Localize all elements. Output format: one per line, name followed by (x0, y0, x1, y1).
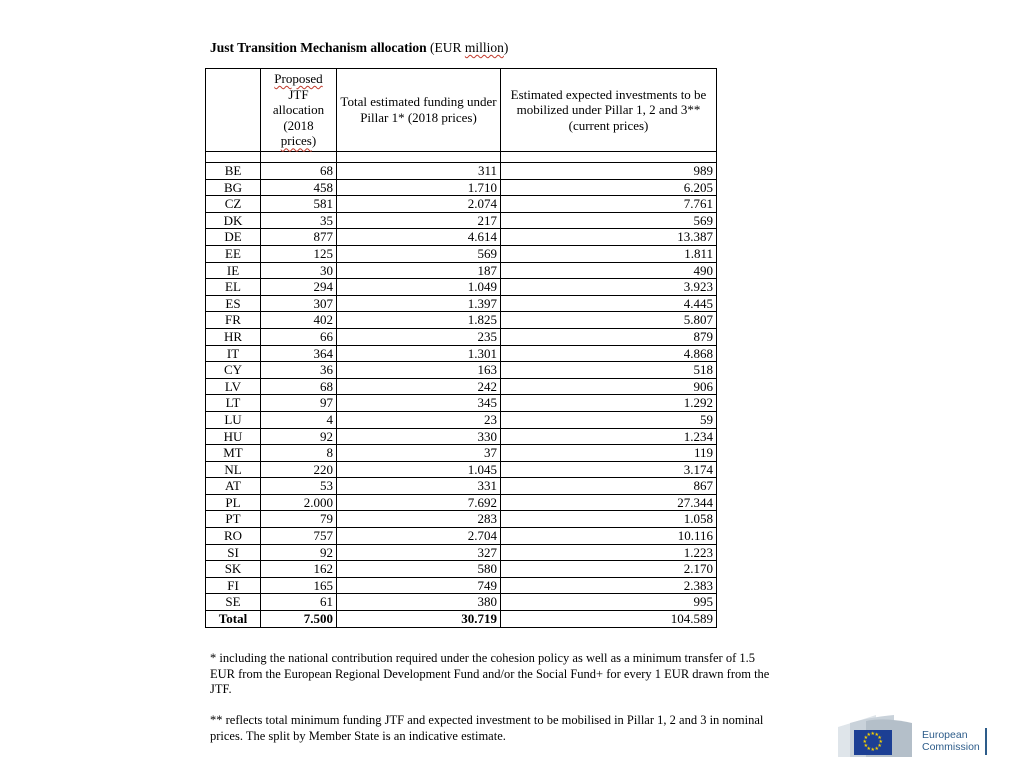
pillar1-funding-value: 580 (337, 561, 501, 578)
flag-star: ★ (863, 744, 869, 749)
flag-star: ★ (862, 740, 867, 745)
expected-investment-value: 989 (501, 163, 717, 180)
title-bold: Just Transition Mechanism allocation (210, 40, 427, 55)
flag-star: ★ (863, 736, 869, 741)
table-header-row (206, 69, 717, 152)
country-code: AT (206, 478, 261, 495)
country-code: EE (206, 245, 261, 262)
jtf-allocation-value: 68 (261, 378, 337, 395)
country-code: SK (206, 561, 261, 578)
pillar1-funding-value: 330 (337, 428, 501, 445)
pillar1-funding-value: 345 (337, 395, 501, 412)
pillar1-funding-value: 380 (337, 594, 501, 611)
table-row (206, 312, 717, 329)
expected-investment-value: 490 (501, 262, 717, 279)
country-code: FI (206, 577, 261, 594)
table-row (206, 229, 717, 246)
jtf-allocation-value: 92 (261, 428, 337, 445)
expected-investment-value: 2.170 (501, 561, 717, 578)
jtf-allocation-value: 4 (261, 411, 337, 428)
eu-flag-icon (854, 730, 892, 755)
table-row (206, 295, 717, 312)
jtf-allocation-value: 162 (261, 561, 337, 578)
table-row (206, 478, 717, 495)
country-code: CY (206, 362, 261, 379)
pillar1-funding-value: 217 (337, 212, 501, 229)
jtf-allocation-value: 125 (261, 245, 337, 262)
country-code: DE (206, 229, 261, 246)
jtf-allocation-value: 35 (261, 212, 337, 229)
jtf-allocation-value: 402 (261, 312, 337, 329)
country-code: BG (206, 179, 261, 196)
pillar1-funding-value: 187 (337, 262, 501, 279)
header-expected-investments: Estimated expected investments to be mobilized under Pillar 1, 2 and 3** (current prices) (501, 69, 717, 152)
allocation-table (205, 68, 717, 628)
expected-investment-value: 879 (501, 328, 717, 345)
country-code: FR (206, 312, 261, 329)
expected-investment-value: 1.058 (501, 511, 717, 528)
expected-investment-value: 3.174 (501, 461, 717, 478)
pillar1-funding-value: 569 (337, 245, 501, 262)
country-code: LV (206, 378, 261, 395)
table-row (206, 461, 717, 478)
country-code: MT (206, 445, 261, 462)
european-commission-logo (836, 713, 991, 758)
total-label: Total (206, 611, 261, 628)
country-code: SE (206, 594, 261, 611)
expected-investment-value: 6.205 (501, 179, 717, 196)
expected-investment-value: 4.445 (501, 295, 717, 312)
header-jtf-allocation: Proposed JTF allocation (2018 prices) (261, 69, 337, 152)
table-row (206, 428, 717, 445)
table-row (206, 411, 717, 428)
country-code: LT (206, 395, 261, 412)
expected-investment-value: 2.383 (501, 577, 717, 594)
expected-investment-value: 4.868 (501, 345, 717, 362)
jtf-allocation-value: 757 (261, 528, 337, 545)
table-row (206, 561, 717, 578)
expected-investment-value: 518 (501, 362, 717, 379)
pillar1-funding-value: 1.710 (337, 179, 501, 196)
jtf-allocation-value: 165 (261, 577, 337, 594)
jtf-allocation-value: 61 (261, 594, 337, 611)
jtf-allocation-value: 8 (261, 445, 337, 462)
flag-star: ★ (866, 746, 871, 752)
expected-investment-value: 1.223 (501, 544, 717, 561)
pillar1-funding-value: 1.301 (337, 345, 501, 362)
spacer-row (206, 152, 717, 163)
country-code: CZ (206, 196, 261, 213)
table-row (206, 577, 717, 594)
jtf-allocation-value: 220 (261, 461, 337, 478)
jtf-allocation-value: 294 (261, 279, 337, 296)
jtf-allocation-value: 581 (261, 196, 337, 213)
logo-line1: European (922, 729, 968, 741)
country-code: NL (206, 461, 261, 478)
table-row (206, 511, 717, 528)
total-row (206, 611, 717, 628)
jtf-allocation-value: 36 (261, 362, 337, 379)
table-row (206, 494, 717, 511)
expected-investment-value: 906 (501, 378, 717, 395)
expected-investment-value: 7.761 (501, 196, 717, 213)
flag-star: ★ (866, 733, 871, 739)
pillar1-funding-value: 1.049 (337, 279, 501, 296)
table-row (206, 196, 717, 213)
country-code: IE (206, 262, 261, 279)
pillar1-funding-value: 163 (337, 362, 501, 379)
jtf-allocation-value: 877 (261, 229, 337, 246)
country-code: PL (206, 494, 261, 511)
table-row (206, 163, 717, 180)
table-row (206, 378, 717, 395)
flag-star: ★ (870, 732, 875, 737)
flag-star: ★ (870, 748, 875, 753)
table-row (206, 544, 717, 561)
expected-investment-value: 1.811 (501, 245, 717, 262)
header-pillar1-funding: Total estimated funding under Pillar 1* (2018 prices) (337, 69, 501, 152)
pillar1-funding-value: 2.704 (337, 528, 501, 545)
header-country (206, 69, 261, 152)
jtf-allocation-value: 2.000 (261, 494, 337, 511)
pillar1-funding-value: 235 (337, 328, 501, 345)
jtf-allocation-value: 79 (261, 511, 337, 528)
jtf-allocation-value: 68 (261, 163, 337, 180)
logo-divider (985, 728, 987, 755)
expected-investment-value: 119 (501, 445, 717, 462)
table-row (206, 328, 717, 345)
footnote-2: ** reflects total minimum funding JTF and expected investment to be mobilised in Pillar 1, 2 and 3 in nominal prices. The split by Member State is an indicative estimate. (210, 713, 764, 743)
pillar1-funding-value: 1.825 (337, 312, 501, 329)
title-unit-b: million (464, 40, 504, 55)
total-value: 30.719 (337, 611, 501, 628)
country-code: RO (206, 528, 261, 545)
country-code: IT (206, 345, 261, 362)
title-unit-a: (EUR (426, 40, 465, 55)
country-code: BE (206, 163, 261, 180)
expected-investment-value: 3.923 (501, 279, 717, 296)
country-code: DK (206, 212, 261, 229)
table-row (206, 279, 717, 296)
country-code: HR (206, 328, 261, 345)
pillar1-funding-value: 283 (337, 511, 501, 528)
expected-investment-value: 995 (501, 594, 717, 611)
pillar1-funding-value: 327 (337, 544, 501, 561)
pillar1-funding-value: 749 (337, 577, 501, 594)
jtf-allocation-value: 307 (261, 295, 337, 312)
pillar1-funding-value: 1.397 (337, 295, 501, 312)
country-code: HU (206, 428, 261, 445)
pillar1-funding-value: 1.045 (337, 461, 501, 478)
table-row (206, 245, 717, 262)
table-row (206, 594, 717, 611)
pillar1-funding-value: 2.074 (337, 196, 501, 213)
pillar1-funding-value: 311 (337, 163, 501, 180)
flag-star: ★ (874, 746, 879, 752)
table-row (206, 212, 717, 229)
table-row (206, 445, 717, 462)
expected-investment-value: 59 (501, 411, 717, 428)
flag-star: ★ (874, 733, 879, 739)
jtf-allocation-value: 97 (261, 395, 337, 412)
country-code: PT (206, 511, 261, 528)
table-row (206, 262, 717, 279)
table-row (206, 528, 717, 545)
expected-investment-value: 13.387 (501, 229, 717, 246)
total-value: 7.500 (261, 611, 337, 628)
jtf-allocation-value: 66 (261, 328, 337, 345)
pillar1-funding-value: 23 (337, 411, 501, 428)
jtf-allocation-value: 458 (261, 179, 337, 196)
expected-investment-value: 27.344 (501, 494, 717, 511)
country-code: SI (206, 544, 261, 561)
jtf-allocation-value: 92 (261, 544, 337, 561)
flag-star: ★ (877, 744, 882, 749)
footnote-1: * including the national contribution required under the cohesion policy as well as a minimum transfer of 1.5 EUR from the European Regional Development Fund and/or the Social Fund+ for every 1 EUR drawn from the JTF. (210, 651, 770, 696)
total-value: 104.589 (501, 611, 717, 628)
jtf-allocation-value: 30 (261, 262, 337, 279)
pillar1-funding-value: 242 (337, 378, 501, 395)
table-row (206, 362, 717, 379)
logo-line2: Commission (922, 741, 980, 753)
table-row (206, 395, 717, 412)
pillar1-funding-value: 4.614 (337, 229, 501, 246)
expected-investment-value: 10.116 (501, 528, 717, 545)
expected-investment-value: 867 (501, 478, 717, 495)
jtf-allocation-value: 53 (261, 478, 337, 495)
table-row (206, 179, 717, 196)
country-code: EL (206, 279, 261, 296)
pillar1-funding-value: 37 (337, 445, 501, 462)
flag-star: ★ (878, 740, 883, 745)
pillar1-funding-value: 7.692 (337, 494, 501, 511)
country-code: ES (206, 295, 261, 312)
expected-investment-value: 5.807 (501, 312, 717, 329)
expected-investment-value: 569 (501, 212, 717, 229)
expected-investment-value: 1.292 (501, 395, 717, 412)
country-code: LU (206, 411, 261, 428)
title-unit-c: ) (503, 40, 509, 55)
document-title (210, 40, 508, 56)
jtf-allocation-value: 364 (261, 345, 337, 362)
pillar1-funding-value: 331 (337, 478, 501, 495)
logo-text (922, 729, 980, 753)
flag-star: ★ (877, 736, 882, 741)
table-row (206, 345, 717, 362)
expected-investment-value: 1.234 (501, 428, 717, 445)
